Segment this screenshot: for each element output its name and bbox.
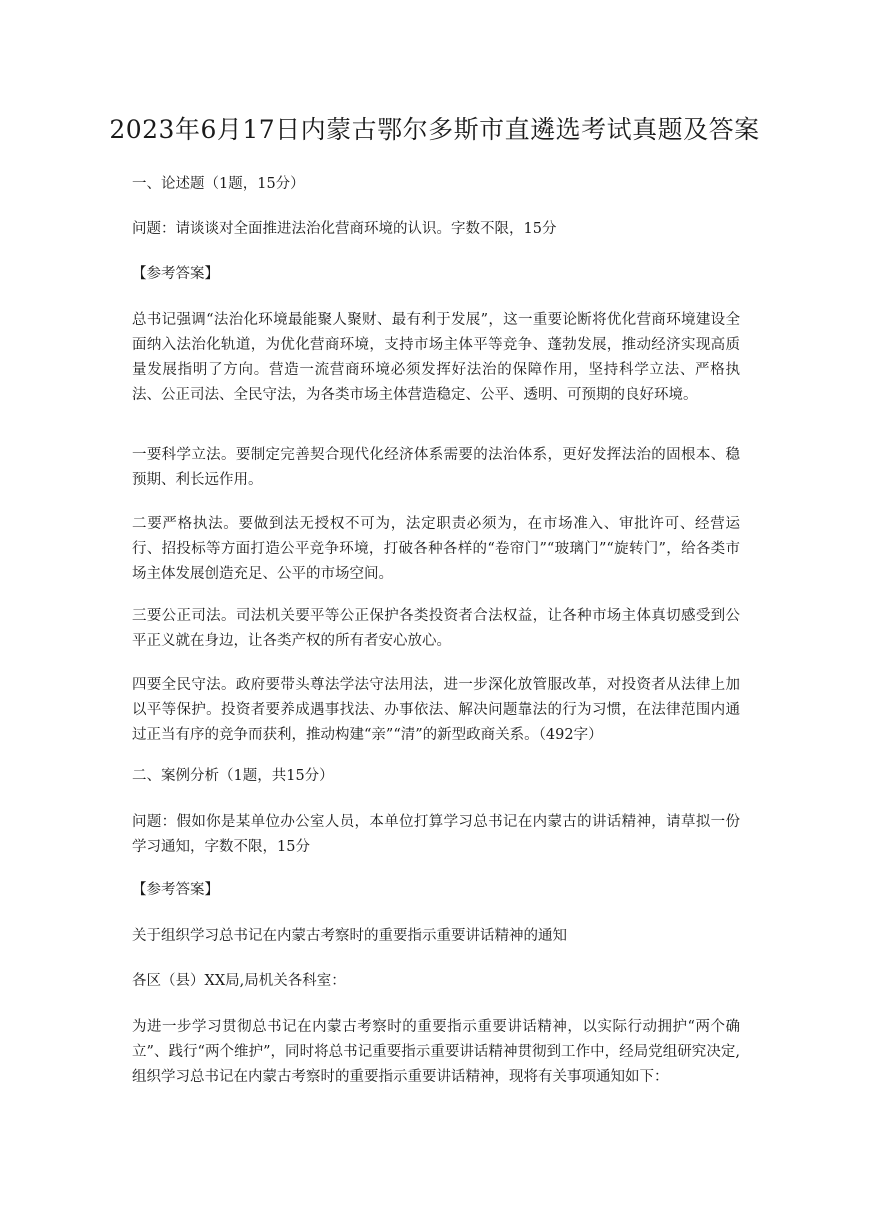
section-heading-essay: 一、论述题（1题，15分）	[132, 176, 305, 192]
document-title: 2023年6月17日内蒙古鄂尔多斯市直遴选考试真题及答案	[109, 115, 760, 144]
answer-paragraph: 四要全民守法。政府要带头尊法学法守法用法，进一步深化放管服改革，对投资者从法律上加以平等保护。投资者要养成遇事找法、办事依法、解决问题靠法的行为习惯，在法律范围内通过正当有序的竞争而获利，推动构建“亲”“清”的新型政商关系。（492字）	[132, 677, 740, 743]
notice-body: 为进一步学习贯彻总书记在内蒙古考察时的重要指示重要讲话精神，以实际行动拥护“两个确立”、践行“两个维护”，同时将总书记重要指示重要讲话精神贯彻到工作中，经局党组研究决定,组织学习总书记在内蒙古考察时的重要指示重要讲话精神，现将有关事项通知如下：	[132, 1019, 740, 1085]
answer-paragraph: 总书记强调“法治化环境最能聚人聚财、最有利于发展”，这一重要论断将优化营商环境建设全面纳入法治化轨道，为优化营商环境，支持市场主体平等竞争、蓬勃发展，推动经济实现高质量发展指明了方向。营造一流营商环境必须发挥好法治的保障作用，坚持科学立法、严格执法、公正司法、全民守法，为各类市场主体营造稳定、公平、透明、可预期的良好环境。	[132, 312, 740, 403]
answer-label: 【参考答案】	[132, 882, 219, 898]
answer-paragraph: 一要科学立法。要制定完善契合现代化经济体系需要的法治体系，更好发挥法治的固根本、稳预期、利长远作用。	[132, 447, 740, 488]
answer-paragraph: 二要严格执法。要做到法无授权不可为，法定职责必须为，在市场准入、审批许可、经营运行、招投标等方面打造公平竞争环境，打破各种各样的“卷帘门”“玻璃门”“旋转门”，给各类市场主体发展创造充足、公平的市场空间。	[132, 516, 740, 582]
notice-title: 关于组织学习总书记在内蒙古考察时的重要指示重要讲话精神的通知	[132, 928, 567, 944]
question-case: 问题：假如你是某单位办公室人员，本单位打算学习总书记在内蒙古的讲话精神，请草拟一份学习通知，字数不限，15分	[132, 814, 740, 855]
notice-salutation: 各区（县）XX局,局机关各科室：	[132, 973, 346, 989]
answer-paragraph: 三要公正司法。司法机关要平等公正保护各类投资者合法权益，让各种市场主体真切感受到公平正义就在身边，让各类产权的所有者安心放心。	[132, 608, 740, 649]
question-essay: 问题：请谈谈对全面推进法治化营商环境的认识。字数不限，15分	[132, 221, 557, 237]
answer-label: 【参考答案】	[132, 266, 219, 282]
section-heading-case: 二、案例分析（1题，共15分）	[132, 768, 334, 784]
